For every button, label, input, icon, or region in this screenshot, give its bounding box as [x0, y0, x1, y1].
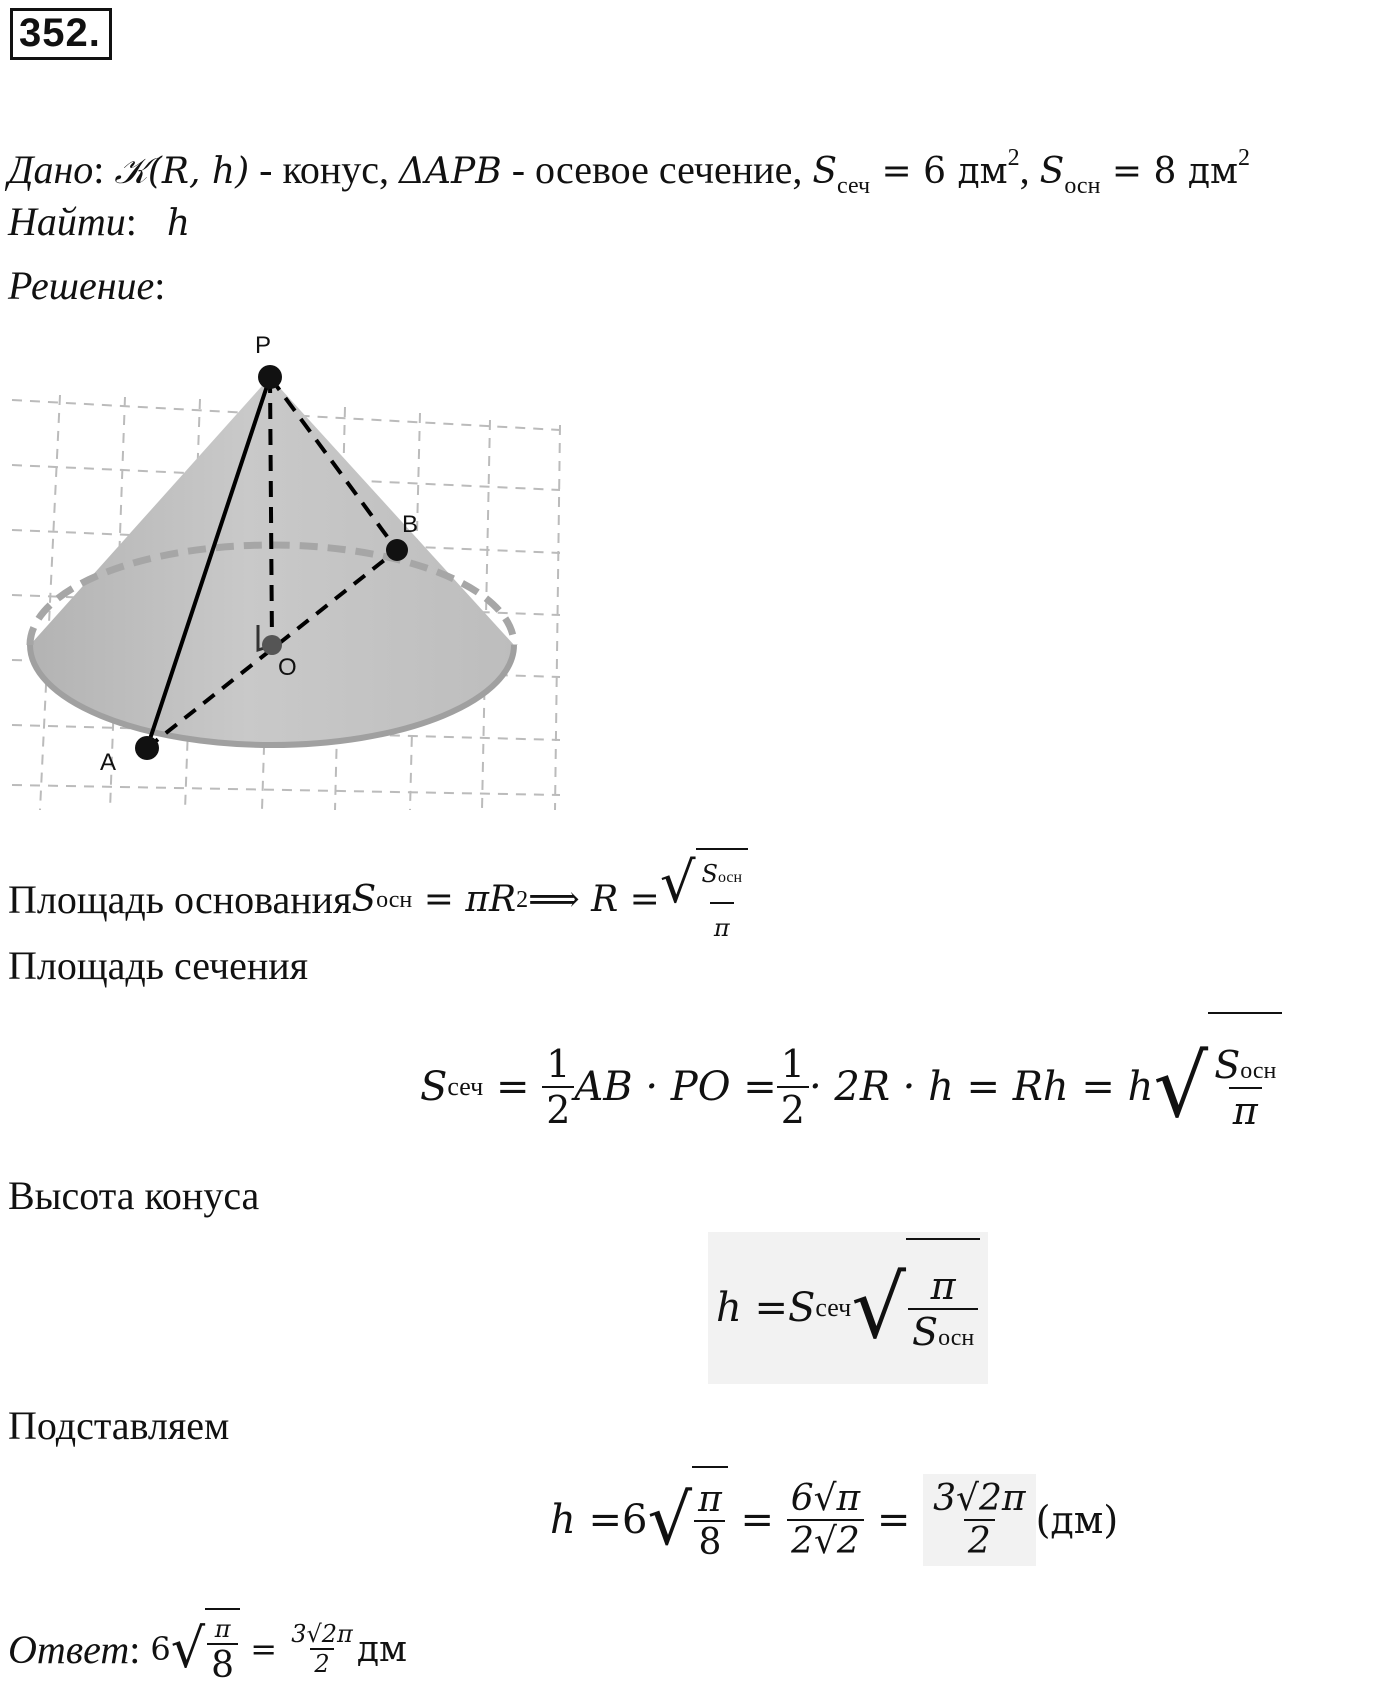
pi8-num: π	[698, 1479, 722, 1520]
r-frac-num-sub: осн	[717, 869, 743, 886]
given-ssec-symbol: S	[812, 151, 837, 192]
height-line	[8, 1172, 259, 1220]
solution-label: Решение	[8, 263, 155, 308]
answer-sqrt: √ $\frac{\pi}{8}$	[171, 1608, 240, 1690]
r-frac-num: S	[701, 860, 718, 888]
answer-label: Ответ	[8, 1626, 130, 1672]
sqrt-pi-8: √ $\frac{\pi}{8}$	[647, 1466, 727, 1574]
frac2-den: 2√2	[787, 1519, 864, 1562]
given-triangle: ΔAPB	[399, 151, 502, 192]
height-frac-den-sub: осн	[938, 1325, 975, 1351]
given-sbase-value: = 8 дм	[1100, 151, 1238, 192]
point-o	[262, 635, 282, 655]
pi8-den: 8	[694, 1520, 725, 1563]
cone-figure	[0, 325, 580, 815]
height-frac-num: π	[930, 1264, 956, 1308]
sqrt-section: √ $\frac{\text{Sосн}}{\pi}$	[1153, 1012, 1282, 1162]
two-r-h: · 2R · h = Rh = h	[808, 1064, 1154, 1110]
ssec-symbol: S	[420, 1064, 448, 1110]
substitute-text: Подставляем	[8, 1403, 230, 1448]
given-cone-text: - конус,	[259, 147, 400, 192]
base-area-pir: πR	[465, 879, 517, 920]
six-coef: 6	[622, 1497, 648, 1543]
unit-dm: (дм)	[1035, 1498, 1119, 1542]
height-formula	[708, 1232, 988, 1384]
section-frac-den: π	[1229, 1087, 1262, 1133]
find-value: h	[166, 203, 191, 244]
label-p: P	[255, 332, 272, 359]
substitute-line	[8, 1402, 229, 1450]
r-frac-den: π	[710, 902, 734, 952]
answer-six: 6	[150, 1630, 171, 1668]
frac3-den: 2	[964, 1519, 995, 1562]
find-label: Найти	[8, 199, 126, 244]
h-ssec: S	[788, 1285, 816, 1331]
sqrt-height: √ $\frac{\pi}{\text{Sосн}}$	[851, 1238, 980, 1378]
label-b: B	[402, 511, 419, 538]
sqrt-r: √ $\frac{\text{Sосн}}{\pi}$	[660, 848, 748, 952]
answer-frac-num: π	[214, 1614, 231, 1643]
given-sbase-symbol: S	[1039, 151, 1065, 192]
h-ssec-sub: сеч	[815, 1293, 852, 1322]
solution-line: Решение:	[8, 263, 166, 308]
point-p	[258, 365, 282, 389]
height-frac-den: S	[912, 1310, 939, 1354]
h-eq-1: h =	[716, 1285, 788, 1331]
given-triangle-text: - осевое сечение,	[511, 147, 813, 192]
problem-number: 352.	[10, 8, 112, 60]
ssec-sub: сеч	[447, 1072, 484, 1101]
given-ssec-value: = 6 дм	[870, 151, 1008, 192]
section-area-line	[8, 942, 308, 990]
given-label: Дано	[8, 147, 94, 192]
ab-po: AB · PO =	[574, 1064, 777, 1110]
frac3-num: 3√2π	[933, 1478, 1026, 1519]
section-area-formula: S сеч = $\frac{1}{2}$ AB · PO = $\frac{1}{2}$ · 2R · h = Rh = h √ $\frac{\text{Sосн}}{\pi}$	[420, 1012, 1282, 1162]
answer-line: Ответ : 6 √ $\frac{\pi}{8}$ = $\frac{3√2\pi}{2}$ дм	[8, 1608, 407, 1690]
base-area-arrow: ⟹ R =	[528, 879, 660, 920]
point-a	[135, 736, 159, 760]
frac2-num: 6√π	[790, 1478, 861, 1519]
section-area-text: Площадь сечения	[8, 943, 309, 988]
base-area-line: Площадь основания S осн = πR 2 ⟹ R = √ $\frac{\text{Sосн}}{\pi}$	[8, 848, 748, 952]
given-cone: 𝒦(R, h)	[114, 151, 250, 192]
substitute-formula: h = 6 √ $\frac{\pi}{8}$ = $\frac{6√\pi}{2√2}$ = $\frac{3√2\pi}{2}$ (дм)	[550, 1466, 1118, 1574]
given-sbase-sq: 2	[1238, 145, 1250, 171]
answer-frac-den: 8	[207, 1643, 238, 1686]
answer-frac2-den: 2	[310, 1648, 333, 1678]
half2-den: 2	[777, 1086, 809, 1132]
base-area-sq: 2	[516, 887, 529, 913]
half1-den: 2	[542, 1086, 574, 1132]
base-area-s: S	[351, 879, 377, 920]
answer-unit: дм	[356, 1628, 407, 1670]
given-sbase-sub: осн	[1064, 173, 1101, 199]
section-frac-num-sub: осн	[1240, 1058, 1277, 1084]
base-area-text: Площадь основания	[8, 877, 352, 922]
base-area-s-sub: осн	[376, 887, 413, 913]
section-frac-num: S	[1214, 1043, 1241, 1087]
half2-num: 1	[780, 1042, 805, 1086]
given-line: Дано: 𝒦(R, h) - конус, ΔAPB - осевое сечение, $S_{сеч} = 6$ $дм^2$, $S_{осн} = 8$ $дм^2$	[8, 145, 1250, 199]
given-ssec-sub: сеч	[837, 173, 871, 199]
point-b	[386, 539, 408, 561]
height-text: Высота конуса	[8, 1173, 260, 1218]
half1-num: 1	[546, 1042, 571, 1086]
answer-frac2-num: 3√2π	[291, 1620, 353, 1648]
label-o: O	[278, 654, 297, 681]
label-a: A	[100, 749, 117, 776]
find-line: Найти: h	[8, 199, 191, 244]
h-eq-2: h =	[550, 1497, 622, 1543]
given-ssec-sq: 2	[1007, 145, 1020, 171]
